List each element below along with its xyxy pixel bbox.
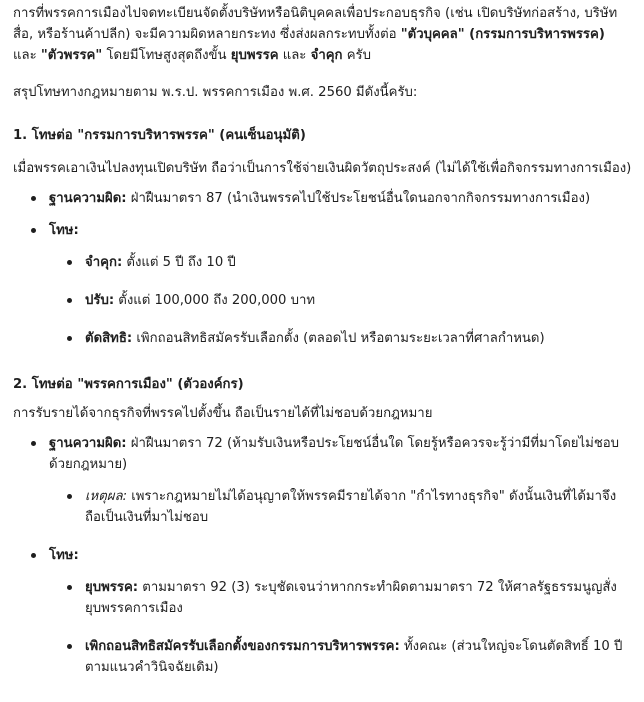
offense-text: ฝ่าฝืนมาตรา 87 (นำเงินพรรคไปใช้ประโยชน์อื่นใดนอกจากกิจกรรมทางการเมือง)	[126, 191, 591, 206]
penalty-jail-text: ตั้งแต่ 5 ปี ถึง 10 ปี	[122, 255, 236, 270]
penalty-label: โทษ:	[49, 548, 79, 563]
penalty-fine-label: ปรับ:	[85, 293, 115, 308]
penalty-revoke-text: ทั้งคณะ (ส่วนใหญ่จะโดนตัดสิทธิ์ 10 ปี ตามแนวคำวินิจฉัยเดิม)	[85, 639, 623, 675]
intro-text-5: ครับ	[342, 48, 372, 63]
penalty-disqualify-item	[66, 328, 632, 349]
penalty-revoke-label: เพิกถอนสิทธิสมัครรับเลือกตั้งของกรรมการบริหารพรรค:	[85, 639, 400, 654]
penalty-dissolve-text: ตามมาตรา 92 (3) ระบุชัดเจนว่าหากกระทำผิดตามมาตรา 72 ให้ศาลรัฐธรรมนูญสั่งยุบพรรคการเมือง	[85, 580, 617, 616]
reason-text: เพราะกฎหมายไม่ได้อนุญาตให้พรรคมีรายได้จาก "กำไรทางธุรกิจ" ดังนั้นเงินที่ได้มาจึงถือเป็นเงินที่มาไม่ชอบ	[85, 489, 617, 525]
penalty-dissolve-item	[66, 577, 632, 619]
offense-text: ฝ่าฝืนมาตรา 72 (ห้ามรับเงินหรือประโยชน์อื่นใด โดยรู้หรือควรจะรู้ว่ามีที่มาโดยไม่ชอบด้วยกฎหมาย)	[49, 436, 620, 472]
section-1-list	[13, 188, 632, 349]
intro-text-2: และ	[13, 48, 41, 63]
section-2-penalty-item	[30, 545, 632, 678]
section-2-penalty-list	[49, 577, 632, 678]
penalty-jail-label: จำคุก:	[85, 255, 123, 270]
section-1-heading: 1. โทษต่อ "กรรมการบริหารพรรค" (คนเซ็นอนุมัติ)	[13, 128, 306, 143]
offense-label: ฐานความผิด:	[49, 191, 127, 206]
reason-item	[66, 486, 632, 528]
intro-text-3: โดยมีโทษสูงสุดถึงขั้น	[102, 48, 231, 63]
penalty-dissolve-label: ยุบพรรค:	[85, 580, 139, 595]
intro-bold-jail: จำคุก	[310, 48, 343, 63]
penalty-disqualify-text: เพิกถอนสิทธิสมัครรับเลือกตั้ง (ตลอดไป หรือตามระยะเวลาที่ศาลกำหนด)	[132, 331, 545, 346]
section-2-list	[13, 433, 632, 678]
offense-label: ฐานความผิด:	[49, 436, 127, 451]
section-2-reason-list	[49, 486, 632, 528]
summary-line: สรุปโทษทางกฎหมายตาม พ.ร.ป. พรรคการเมือง พ.ศ. 2560 มีดังนี้ครับ:	[13, 85, 418, 100]
penalty-fine-item	[66, 290, 632, 311]
intro-text-1: การที่พรรคการเมืองไปจดทะเบียนจัดตั้งบริษัทหรือนิติบุคคลเพื่อประกอบธุรกิจ (เช่น เปิดบริษัทก่อสร้าง, บริษัทสื่อ, หรือร้านค้าปลีก) จะมีความผิดหลายกระทง ซึ่งส่งผลกระทบทั้งต่อ	[13, 6, 618, 42]
section-1-offense-item	[30, 188, 632, 209]
section-2-description: การรับรายได้จากธุรกิจที่พรรคไปตั้งขึ้น ถือเป็นรายได้ที่ไม่ชอบด้วยกฎหมาย	[13, 406, 433, 421]
penalty-revoke-item	[66, 636, 632, 678]
intro-bold-committee: "ตัวบุคคล" (กรรมการบริหารพรรค)	[400, 27, 605, 42]
intro-text-4: และ	[278, 48, 311, 63]
penalty-fine-text: ตั้งแต่ 100,000 ถึง 200,000 บาท	[114, 293, 316, 308]
section-1-penalty-list	[49, 252, 632, 349]
intro-bold-dissolve: ยุบพรรค	[230, 48, 279, 63]
reason-label: เหตุผล:	[85, 489, 128, 504]
section-2-heading: 2. โทษต่อ "พรรคการเมือง" (ตัวองค์กร)	[13, 377, 244, 392]
penalty-label: โทษ:	[49, 223, 79, 238]
intro-bold-party: "ตัวพรรค"	[40, 48, 103, 63]
section-1-penalty-item	[30, 220, 632, 349]
penalty-disqualify-label: ตัดสิทธิ:	[85, 331, 133, 346]
section-2-offense-item	[30, 433, 632, 528]
penalty-jail-item	[66, 252, 632, 273]
section-1-description: เมื่อพรรคเอาเงินไปลงทุนเปิดบริษัท ถือว่าเป็นการใช้จ่ายเงินผิดวัตถุประสงค์ (ไม่ได้ใช้เพื่อกิจกรรมทางการเมือง)	[13, 161, 632, 176]
intro-paragraph	[13, 3, 632, 66]
